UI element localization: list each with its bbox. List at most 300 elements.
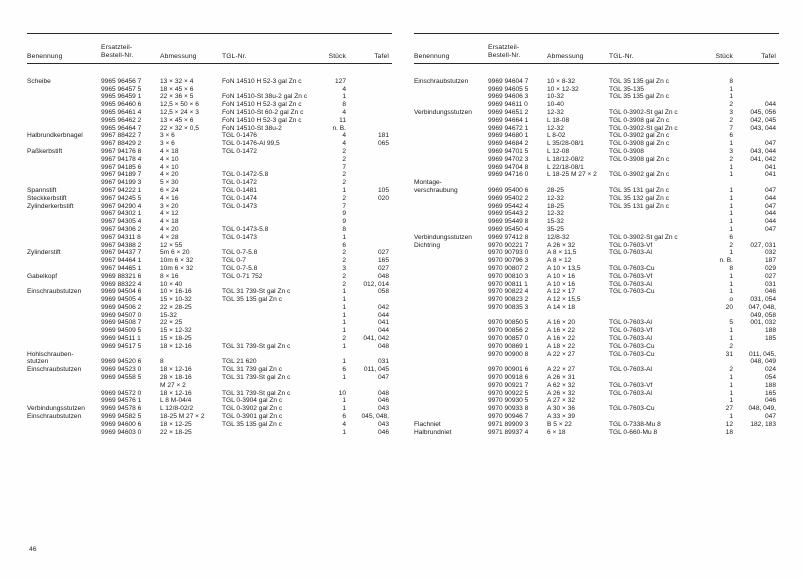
cell-tafel: 054 [764,374,776,382]
cell-stueck: 1 [342,342,346,350]
cell-abmessung: 10 × 16-16 [160,288,192,296]
cell-benennung [414,273,488,281]
cell-tgl: TGL 0-7603-Cu [609,405,655,413]
cell-stueck: 4 [342,140,346,148]
cell-abmessung: 35-25 [547,225,564,233]
cell-benennung: stutzen [27,358,49,366]
cell-bestellnr: 9965 96462 2 [101,116,142,124]
cell-stueck: 2 [342,257,346,265]
cell-tgl [222,304,317,312]
cell-abmessung: 10m 6 × 32 [160,257,194,265]
cell-tafel [349,149,392,157]
cell-abmessung: A 12 × 15,5 [547,296,581,304]
cell-tafel: 105 [377,186,389,194]
cell-tafel: 001, 032 [750,319,776,327]
cell-abmessung: A 10 × 13,5 [547,264,581,272]
cell-abmessung: 4 × 18 [160,147,179,155]
cell-tafel [736,234,779,242]
cell-tafel: 020 [377,194,389,202]
cell-abmessung: 3 × 6 [160,132,175,140]
table-row [27,351,392,359]
cell-abmessung: 18 × 12-16 [160,366,192,374]
cell-abmessung: L 12-08 [547,147,570,155]
cell-tgl: TGL 0-7603-Cu [609,342,655,350]
cell-tafel: 041 [377,319,389,327]
cell-tafel: 041 [764,171,776,179]
cell-tafel: 047 [377,374,389,382]
cell-abmessung: A 16 × 20 [547,319,576,327]
cell-abmessung: 22 × 28-25 [160,303,192,311]
table-row [27,312,392,320]
cell-tgl [222,429,317,437]
cell-abmessung: 4 × 16 [160,194,179,202]
cell-tgl: FoN 14510 H 52-3 gal Zn c [222,116,302,124]
cell-stueck: 1 [342,397,346,405]
cell-tafel: 049, 058 [750,311,776,319]
cell-benennung: Einschraubstutzen [27,288,82,296]
cell-tgl: TGL 35 135 gal Zn c [609,77,669,85]
cell-stueck: 18 [725,428,733,436]
cell-tafel [349,156,392,164]
cell-stueck: 1 [729,186,733,194]
cell-tgl: TGL 35 131 gal Zn c [609,186,669,194]
cell-benennung [27,421,101,429]
cell-stueck: 1 [729,280,733,288]
cell-stueck: 7 [729,124,733,132]
table-row [27,250,392,258]
cell-benennung [414,343,488,351]
cell-bestellnr: 9969 94701 5 [488,147,529,155]
cell-abmessung: 4 × 18 [160,218,179,226]
two-column-layout [27,33,779,437]
cell-abmessung: 12,5 × 24 × 3 [160,108,199,116]
cell-abmessung: 5 × 30 [160,179,179,187]
cell-tgl: FoN 14510 H 52-3 gal Zn c [222,77,302,85]
cell-tafel: 048, 049 [750,358,776,366]
cell-benennung [27,304,101,312]
cell-abmessung: 15 × 12-32 [160,327,192,335]
table-row [414,133,779,141]
cell-tgl: TGL 35 135 gal Zn c [609,93,669,101]
cell-abmessung: 18 × 12-25 [160,420,192,428]
cell-stueck: 4 [342,108,346,116]
cell-benennung [27,117,101,125]
cell-bestellnr: 9967 94302 1 [101,210,142,218]
cell-bestellnr: 9969 94578 6 [101,405,142,413]
cell-tafel [349,102,392,110]
cell-bestellnr: 9970 90901 6 [488,366,529,374]
cell-stueck: 2 [342,155,346,163]
table-row [414,234,779,242]
cell-tafel [349,226,392,234]
cell-abmessung: 10-32 [547,93,564,101]
cell-tgl [222,328,317,336]
table-row [414,406,779,414]
cell-benennung [414,375,488,383]
cell-tgl: FoN 14510-St 60-2 gal Zn c [222,108,304,116]
cell-stueck: 1 [342,288,346,296]
cell-bestellnr: 9967 94185 6 [101,163,142,171]
cell-tafel [349,117,392,125]
cell-stueck: 6 [729,233,733,241]
cell-benennung [27,320,101,328]
cell-tgl: TGL 0-3902-St gal Zn c [609,124,678,132]
cell-abmessung: 10 × 40 [160,280,183,288]
cell-benennung [414,406,488,414]
cell-tafel [349,203,392,211]
cell-abmessung: 15 × 10-32 [160,296,192,304]
cell-abmessung: A 26 × 32 [547,241,576,249]
table-row [414,289,779,297]
cell-tafel: 043, 044 [750,147,776,155]
cell-bestellnr: 9969 88322 4 [101,280,142,288]
cell-tafel: 182, 183 [750,420,776,428]
cell-bestellnr: 9967 94437 7 [101,249,142,257]
cell-benennung: Zylinderkerbstift [27,202,74,210]
cell-abmessung: A 14 × 18 [547,303,576,311]
cell-tafel: 029 [764,264,776,272]
parts-column-right [414,33,779,437]
cell-stueck: 1 [342,405,346,413]
cell-stueck: 2 [729,101,733,109]
cell-bestellnr: 9970 90933 8 [488,405,529,413]
cell-abmessung: 3 × 20 [160,202,179,210]
table-row [414,172,779,180]
cell-abmessung: 10 × 8-32 [547,77,576,85]
cell-benennung [414,211,488,219]
cell-benennung: Paßkerbstift [27,147,63,155]
cell-benennung [27,328,101,336]
cell-stueck: 1 [729,397,733,405]
cell-bestellnr: 9967 94176 8 [101,147,142,155]
cell-tafel: 187 [764,257,776,265]
cell-abmessung: 13 × 45 × 6 [160,116,194,124]
cell-abmessung: A 30 × 36 [547,405,576,413]
table-row [27,414,392,422]
cell-stueck: 3 [729,108,733,116]
cell-tafel: 031 [377,358,389,366]
cell-bestellnr: 9967 94311 8 [101,233,141,241]
table-row [414,414,779,422]
cell-tgl: TGL 0-7603-Al [609,366,653,374]
cell-stueck: 1 [342,327,346,335]
table-row [27,406,392,414]
cell-stueck: n. B. [332,124,346,132]
table-row [27,297,392,305]
cell-tafel: 044 [377,327,389,335]
cell-tgl [609,219,704,227]
cell-bestellnr: 9969 95442 4 [488,202,529,210]
cell-abmessung: L 12/8-02/2 [160,405,194,413]
table-header-right [414,34,779,73]
cell-bestellnr: 9967 88429 2 [101,140,142,148]
cell-benennung [27,110,101,118]
cell-bestellnr: 9965 96457 5 [101,85,142,93]
column-header-abmessung: Abmessung [160,53,197,61]
cell-abmessung: 4 × 20 [160,171,179,179]
cell-stueck: 1 [342,186,346,194]
cell-benennung: Verbindungsstutzen [27,405,85,413]
cell-benennung [27,234,101,242]
cell-abmessung: 4 × 10 [160,155,179,163]
cell-benennung [27,211,101,219]
cell-tgl: FoN 14510-St 38u-2 [222,124,282,132]
cell-bestellnr: 9969 94684 2 [488,140,529,148]
cell-stueck: 3 [729,147,733,155]
cell-abmessung: A 8 × 11,5 [547,249,577,257]
cell-abmessung: A 26 × 32 [547,389,576,397]
cell-benennung [414,149,488,157]
cell-stueck: 1 [729,413,733,421]
cell-abmessung: 10 × 12-32 [547,85,579,93]
cell-stueck: 1 [729,210,733,218]
cell-tafel: 181 [377,132,389,140]
cell-tgl: TGL 35 131 gal Zn c [609,202,669,210]
cell-stueck: 7 [342,202,346,210]
cell-tafel: 165 [764,389,776,397]
table-row [27,172,392,180]
table-row [414,421,779,429]
cell-stueck: 2 [729,241,733,249]
cell-tafel [349,110,392,118]
table-row [27,375,392,383]
cell-benennung [414,320,488,328]
cell-tafel: 024 [764,366,776,374]
cell-bestellnr: 9971 89937 4 [488,428,529,436]
cell-benennung [414,312,488,320]
cell-bestellnr: 9969 94523 0 [101,366,142,374]
cell-tgl: TGL 0-3908 gal Zn c [609,155,670,163]
table-row [414,343,779,351]
cell-benennung: Dichtring [414,241,441,249]
cell-tgl: TGL 0-1472 [222,179,257,187]
cell-tgl [609,304,704,312]
cell-stueck: 8 [729,264,733,272]
cell-tgl: FoN 14510 H 52-3 gal Zn c [222,101,302,109]
cell-bestellnr: 9965 96464 7 [101,124,142,132]
cell-bestellnr: 9967 94465 1 [101,264,142,272]
cell-stueck: 1 [342,358,346,366]
table-row [27,390,392,398]
cell-tafel: 048 [377,389,389,397]
cell-bestellnr: 9970 90900 8 [488,350,529,358]
table-row [27,304,392,312]
cell-benennung [414,289,488,297]
cell-bestellnr: 9967 94189 7 [101,171,142,179]
cell-abmessung: 22 × 36 × 5 [160,93,194,101]
cell-benennung: Einschraubstutzen [27,413,82,421]
column-header-tafel: Tafel [374,53,389,61]
cell-stueck: 9 [342,218,346,226]
cell-stueck: 7 [342,163,346,171]
cell-benennung: Halbrundkerbnagel [27,132,83,140]
cell-tgl: TGL 0-7603-Vf [609,381,653,389]
table-body-left [27,72,392,437]
table-row [27,281,392,289]
cell-bestellnr: 9970 90850 5 [488,319,529,327]
cell-tgl: TGL 0-7603-Al [609,389,653,397]
cell-stueck: 127 [334,77,346,85]
table-row [414,94,779,102]
cell-bestellnr: 9967 94222 1 [101,186,142,194]
cell-tafel: 046 [764,397,776,405]
cell-abmessung: 8 × 16 [160,272,179,280]
cell-stueck: 2 [729,155,733,163]
cell-tafel: 011, 045 [363,366,389,374]
cell-tgl: TGL 0-71 752 [222,272,263,280]
cell-tafel [736,429,779,437]
cell-bestellnr: 9970 90811 1 [488,280,528,288]
column-header-bestellnr [488,43,547,64]
cell-abmessung: L 35/28-08/1 [547,140,584,148]
table-row [414,297,779,305]
cell-abmessung: 10-40 [547,101,564,109]
cell-tgl: TGL 0-3902-St gal Zn c [609,233,678,241]
cell-abmessung: 6 × 18 [547,428,566,436]
cell-tafel: 046 [764,288,776,296]
table-row [27,203,392,211]
cell-bestellnr: 9969 94606 3 [488,93,529,101]
cell-bestellnr: 9970 90857 0 [488,335,529,343]
cell-tafel: 046 [377,397,389,405]
cell-tgl [222,320,317,328]
cell-stueck: 4 [342,420,346,428]
cell-tgl: TGL 0-1476-Al 99,5 [222,140,280,148]
cell-abmessung: A 22 × 27 [547,350,576,358]
cell-tafel: 045, 048, [361,413,389,421]
table-row [414,265,779,273]
cell-benennung: Scheibe [27,77,51,85]
cell-tgl: TGL 0-3901 gal Zn c [222,413,283,421]
table-row [27,336,392,344]
cell-tafel: 027, 031 [750,241,776,249]
cell-benennung [414,141,488,149]
cell-tafel [736,78,779,86]
cell-benennung: Hohlschrauben- [27,350,74,358]
cell-abmessung [160,351,222,359]
cell-abmessung: 4 × 28 [160,233,179,241]
cell-bestellnr: 9969 97412 8 [488,233,529,241]
table-row [27,102,392,110]
cell-abmessung: 22 × 18-25 [160,428,192,436]
table-row [27,226,392,234]
cell-abmessung: 12-32 [547,124,564,132]
cell-tafel: 031 [764,280,776,288]
cell-benennung [414,367,488,375]
table-row [27,265,392,273]
cell-abmessung: A 27 × 32 [547,397,576,405]
cell-abmessung: 12-32 [547,194,564,202]
table-row [414,180,779,188]
cell-tgl: TGL 0-3902 gal Zn c [609,171,670,179]
cell-tafel: 047 [764,140,776,148]
table-row [414,320,779,328]
cell-bestellnr: 9967 94245 5 [101,194,142,202]
cell-tgl: TGL 21 620 [222,358,257,366]
cell-tafel: 185 [764,335,776,343]
cell-abmessung: A 16 × 22 [547,335,576,343]
cell-tafel: 048, 049, [748,405,776,413]
cell-stueck: 10 [338,389,346,397]
cell-bestellnr: 9965 96461 4 [101,108,142,116]
cell-stueck: 31 [725,350,733,358]
cell-benennung: Flachniet [414,420,441,428]
column-header-bestellnr [101,43,160,64]
cell-bestellnr: 9969 95400 6 [488,186,529,194]
cell-tgl: FoN 14510-St 38u-2 gal Zn c [222,93,308,101]
cell-tafel [349,172,392,180]
table-row [27,367,392,375]
cell-tgl: TGL 0-7603-Al [609,319,653,327]
cell-benennung [414,281,488,289]
cell-tgl: TGL 31 739 gal Zn c [222,366,282,374]
cell-tgl: TGL 31 739-St gal Zn c [222,374,291,382]
cell-abmessung: 8 [160,358,164,366]
cell-benennung [414,203,488,211]
cell-benennung [414,86,488,94]
cell-benennung [414,336,488,344]
table-row [414,312,779,320]
cell-stueck: 11 [339,116,346,124]
cell-tgl: TGL 31 739-St gal Zn c [222,288,291,296]
cell-bestellnr: 9969 94605 5 [488,85,529,93]
cell-benennung [27,156,101,164]
cell-stueck: 2 [342,179,346,187]
cell-bestellnr: 9970 90930 5 [488,397,529,405]
cell-stueck: 1 [342,428,346,436]
cell-abmessung: 18-25 [547,202,564,210]
cell-abmessung: A 62 × 32 [547,381,576,389]
cell-tgl: TGL 0-7603-Al [609,249,653,257]
cell-stueck: 2 [342,335,346,343]
cell-stueck: 4 [342,132,346,140]
cell-bestellnr: 9970 90856 2 [488,327,529,335]
cell-stueck: 1 [729,225,733,233]
cell-benennung [414,133,488,141]
cell-bestellnr: 9969 94664 1 [488,116,529,124]
table-row [414,273,779,281]
cell-bestellnr: 9969 94672 1 [488,124,529,132]
cell-abmessung: 4 × 12 [160,210,179,218]
cell-tafel [349,211,392,219]
cell-stueck: 20 [725,303,733,311]
cell-tgl: TGL 0-1476 [222,132,257,140]
cell-benennung [414,328,488,336]
cell-abmessung: 4 × 20 [160,225,179,233]
cell-tafel: 044 [377,311,389,319]
cell-benennung [414,117,488,125]
cell-bestellnr: 9969 94603 0 [101,428,142,436]
cell-stueck: 8 [342,101,346,109]
cell-abmessung: A 18 × 22 [547,342,576,350]
table-row [27,289,392,297]
cell-abmessung: 15-32 [160,311,177,319]
cell-benennung [414,304,488,312]
table-row [27,343,392,351]
cell-tgl: TGL 31 739-St gal Zn c [222,342,291,350]
cell-tgl: TGL 0-3902 gal Zn c [222,405,283,413]
cell-benennung [27,164,101,172]
cell-tgl: TGL 0-7-5.8 [222,249,258,257]
cell-benennung [414,359,488,367]
cell-benennung: Einschraubstutzen [27,366,82,374]
table-row [414,359,779,367]
table-row [414,351,779,359]
table-row [414,195,779,203]
cell-stueck: 2 [729,342,733,350]
cell-bestellnr: 9965 96456 7 [101,77,142,85]
cell-tafel: 044 [764,101,776,109]
